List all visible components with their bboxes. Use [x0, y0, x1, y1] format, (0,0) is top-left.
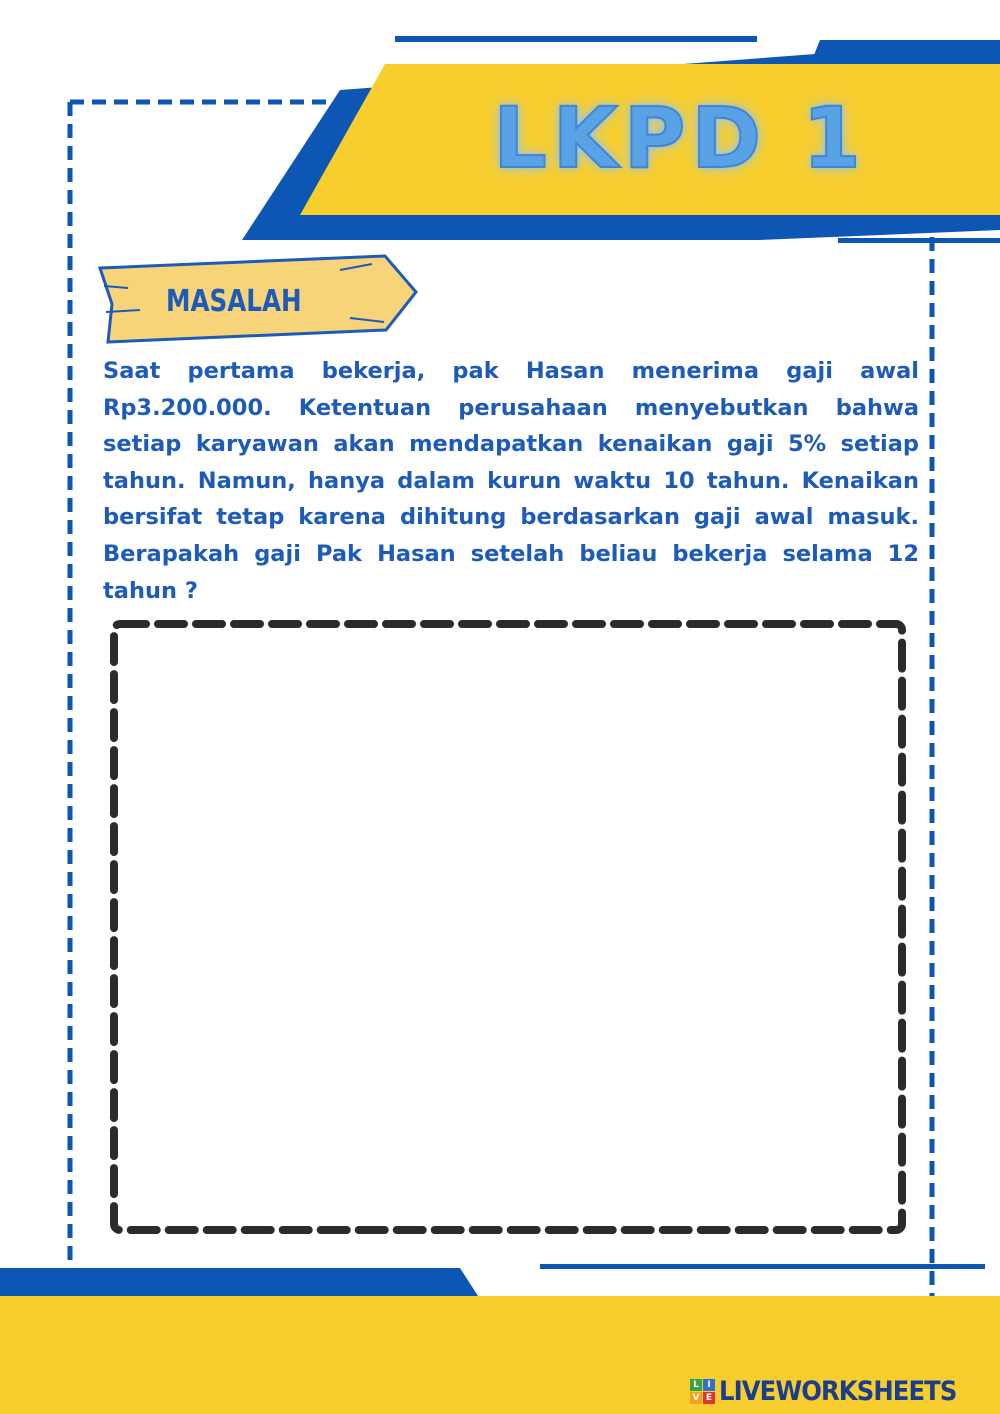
logo-letter: V — [690, 1392, 702, 1404]
answer-box[interactable] — [110, 620, 906, 1234]
bottom-right-line — [540, 1264, 985, 1269]
logo-letter: I — [703, 1379, 715, 1391]
bottom-blue-band — [0, 1268, 478, 1296]
header-right-line — [838, 238, 1000, 243]
brand-logo-icon — [690, 1379, 715, 1404]
page-title: LKPD 1 — [493, 89, 867, 187]
problem-text: Saat pertama bekerja, pak Hasan menerima gaji awal Rp3.200.000. Ketentuan perusahaan menyebutkan bahwa setiap karyawan akan mendapatkan kenaikan gaji 5% setiap tahun. Namun, hanya dalam kurun waktu 10 tahun. Kenaikan bersifat tetap karena dihitung berdasarkan gaji awal masuk. Berapakah gaji Pak Hasan setelah beliau bekerja selama 12 tahun ? — [103, 358, 919, 604]
logo-letter: E — [703, 1392, 715, 1404]
top-thin-line — [395, 36, 757, 42]
logo-letter: L — [690, 1379, 702, 1391]
section-tag-label: MASALAH — [166, 284, 302, 319]
brand-name: LIVEWORKSHEETS — [719, 1375, 957, 1407]
brand-footer — [690, 1374, 983, 1408]
